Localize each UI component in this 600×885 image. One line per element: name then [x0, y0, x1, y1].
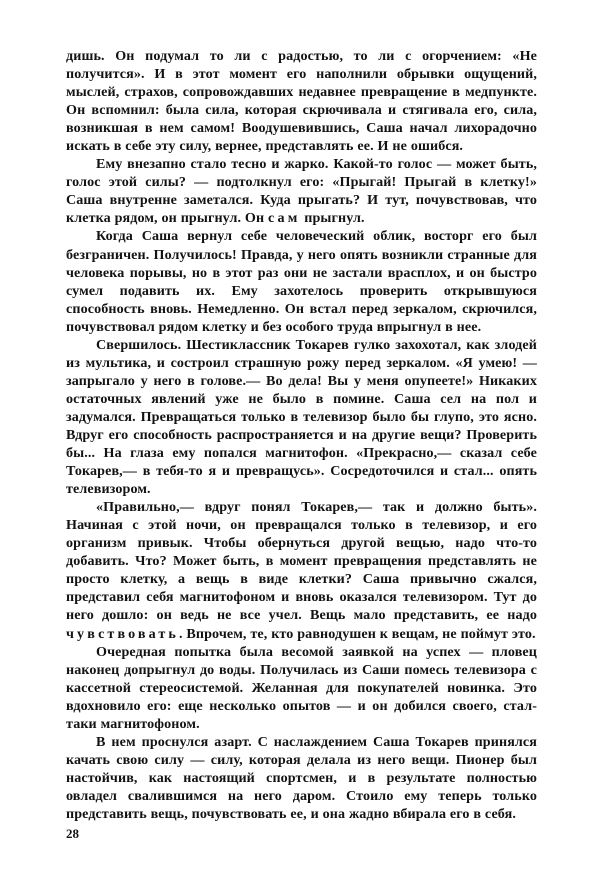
page-number: 28: [66, 826, 79, 841]
page-text-block: [66, 47, 537, 823]
paragraph: дишь. Он подумал то ли с радостью, то ли с огорчением: «Не получится». И в этот момент его наполнили обрывки ощущений, мыслей, страхов, сопровождавших недавнее превращение в медпункте. Он вспомнил: была сила, которая скрючивала и стягивала его, сила, возникшая в нем самом! Воодушевившись, Саша начал лихорадочно искать в себе эту силу, вернее, представлять ее. И не ошибся.: [66, 48, 537, 155]
paragraph: Свершилось. Шестиклассник Токарев гулко захохотал, как злодей из мультика, и состроил страшную рожу перед зеркалом. «Я умею! — запрыгало у него в голове.— Во дела! Вы у меня опупеете!» Никаких остаточных явлений уже не было в помине. Саша сел на пол и задумался. Превращаться только в телевизор было бы глупо, это ясно. Вдруг его способность распространяется и на другие вещи? Проверить бы... На глаза ему попался магнитофон. «Прекрасно,— сказал себе Токарев,— в тебя-то я и превращусь». Сосредоточился и стал... опять телевизором.: [66, 336, 537, 498]
paragraph: «Правильно,— вдруг понял Токарев,— так и должно быть». Начиная с этой ночи, он превращался только в телевизор, и его организм привык. Чтобы обернуться другой вещью, надо что-то добавить. Что? Может быть, в момент превращения представлять не просто клетку, а вещь в виде клетки? Саша привычно сжался, представил себя магнитофоном и вновь оказался телевизором. Тут до него дошло: он ведь не все учел. Вещь мало представить, ее надо чувствовать. Впрочем, те, кто равнодушен к вещам, не поймут это.: [66, 499, 537, 642]
emphasized-text: чувствовать: [66, 625, 179, 642]
emphasized-text: сам: [268, 210, 301, 227]
paragraph: В нем проснулся азарт. С наслаждением Саша Токарев принялся качать свою силу — силу, которая делала из него вещи. Пионер был настойчив, как настоящий спортсмен, и в результате полностью овладел свалившимся на него даром. Стоило ему теперь только представить вещь, почувствовать ее, и она жадно вбирала его в себя.: [66, 733, 537, 822]
paragraph: Когда Саша вернул себе человеческий облик, восторг его был безграничен. Получилось! Правда, у него опять возникли странные для человека порывы, но в этот раз они не застали врасплох, и он быстро сумел подавить их. Ему захотелось проверить открывшуюся способность вновь. Немедленно. Он встал перед зеркалом, скрючился, почувствовал рядом клетку и без особого труда впрыгнул в нее.: [66, 228, 537, 335]
paragraph: Ему внезапно стало тесно и жарко. Какой-то голос — может быть, голос этой силы? — подтолкнул его: «Прыгай! Прыгай в клетку!» Саша внутренне заметался. Куда прыгать? И тут, почувствовав, что клетка рядом, он прыгнул. Он сам прыгнул.: [66, 156, 537, 227]
paragraph: Очередная попытка была весомой заявкой на успех — пловец наконец допрыгнул до воды. Получилась из Саши помесь телевизора с кассетной стереосистемой. Желанная для покупателей новинка. Это вдохновило его: еще несколько опытов — и он добился своего, стал-таки магнитофоном.: [66, 643, 537, 732]
